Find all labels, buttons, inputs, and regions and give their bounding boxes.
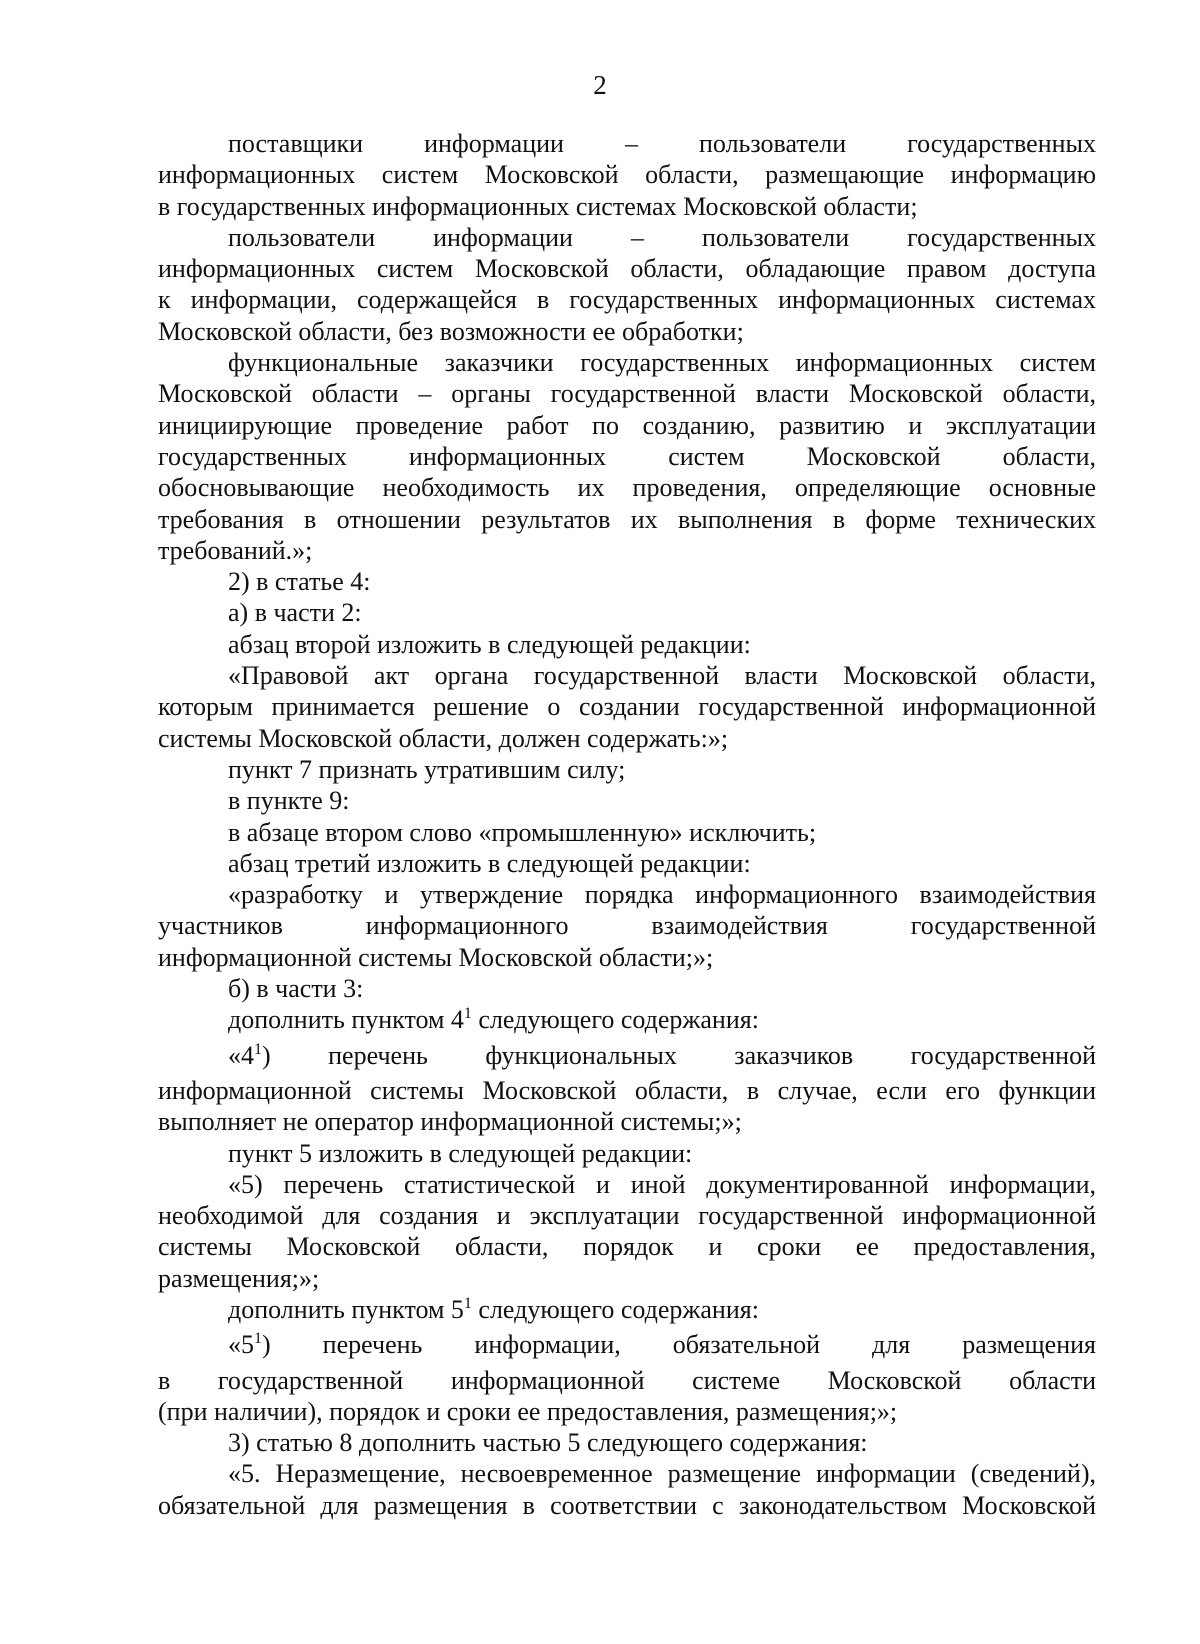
superscript: 1 — [463, 1005, 472, 1023]
text-line — [158, 1040, 1096, 1075]
text-line: 3) статью 8 дополнить частью 5 следующего содержания: — [228, 1428, 868, 1458]
text-line: информационной системы Московской области, в случае, если его функции — [158, 1075, 1096, 1105]
text-line: пункт 7 признать утратившим силу; — [228, 754, 626, 784]
text-segment: ) перечень информации, обязательной для размещения — [262, 1330, 1096, 1360]
text-line: абзац второй изложить в следующей редакции: — [228, 629, 751, 659]
paragraph-functional-customers — [158, 347, 1096, 566]
paragraph-item-5-text — [158, 1169, 1096, 1294]
paragraph-interaction-order — [158, 879, 1096, 973]
text-line: инициирующие проведение работ по созданию, развитию и эксплуатации — [158, 410, 1096, 440]
text-segment: «4 — [228, 1040, 254, 1070]
text-line: в государственной информационной системе Московской области — [158, 1365, 1096, 1395]
text-line: пользователи информации – пользователи государственных — [228, 222, 1096, 252]
page-number: 2 — [593, 70, 607, 100]
text-segment: «5 — [228, 1330, 254, 1360]
text-line: «Правовой акт органа государственной власти Московской области, — [228, 661, 1096, 691]
text-line: «разработку и утверждение порядка информационного взаимодействия — [228, 880, 1096, 910]
text-line: в пункте 9: — [228, 786, 350, 816]
text-line: требований.»; — [158, 535, 313, 565]
text-line: (при наличии), порядок и сроки ее предоставления, размещения;»; — [158, 1396, 898, 1426]
paragraph-add-item-5-1 — [158, 1294, 1096, 1329]
text-line: абзац третий изложить в следующей редакции: — [228, 848, 751, 878]
paragraph-part-3 — [158, 973, 1096, 1004]
text-line: обязательной для размещения в соответствии с законодательством Московской — [158, 1490, 1096, 1520]
text-line: информационной системы Московской области;»; — [158, 942, 714, 972]
paragraph-item-4-1-text — [158, 1040, 1096, 1138]
text-line: Московской области – органы государственной власти Московской области, — [158, 379, 1096, 409]
text-line: необходимой для создания и эксплуатации государственной информационной — [158, 1201, 1096, 1231]
text-line: системы Московской области, должен содержать:»; — [158, 723, 729, 753]
text-line: требования в отношении результатов их выполнения в форме технических — [158, 504, 1096, 534]
paragraph-article-4 — [158, 566, 1096, 597]
text-line: а) в части 2: — [228, 598, 362, 628]
paragraph-second-clause — [158, 629, 1096, 660]
text-segment: ) перечень функциональных заказчиков государственной — [262, 1040, 1096, 1070]
text-line: которым принимается решение о создании государственной информационной — [158, 692, 1096, 722]
paragraph-add-item-4-1 — [158, 1004, 1096, 1039]
text-line: государственных информационных систем Московской области, — [158, 441, 1096, 471]
text-line: участников информационного взаимодействия государственной — [158, 911, 1096, 941]
paragraph-item-9 — [158, 785, 1096, 816]
paragraph-item-5 — [158, 1138, 1096, 1169]
text-line — [158, 1004, 1096, 1039]
superscript: 1 — [254, 1040, 262, 1058]
text-line: Московской области, без возможности ее обработки; — [158, 316, 744, 346]
text-segment: дополнить пунктом 4 — [228, 1005, 464, 1035]
text-line: «5) перечень статистической и иной документированной информации, — [228, 1169, 1096, 1199]
paragraph-part-2 — [158, 597, 1096, 628]
text-line: пункт 5 изложить в следующей редакции: — [228, 1138, 693, 1168]
document-body — [158, 128, 1096, 1521]
text-segment: следующего содержания: — [471, 1005, 759, 1035]
text-line: в государственных информационных системах Московской области; — [158, 191, 918, 221]
paragraph-part-5-text — [158, 1458, 1096, 1521]
text-segment: следующего содержания: — [471, 1294, 759, 1324]
text-line: б) в части 3: — [228, 974, 364, 1004]
text-line — [158, 1294, 1096, 1329]
text-line: обосновывающие необходимость их проведения, определяющие основные — [158, 473, 1096, 503]
text-line: информационных систем Московской области, обладающие правом доступа — [158, 254, 1096, 284]
paragraph-second-clause-word — [158, 817, 1096, 848]
text-line — [158, 1329, 1096, 1364]
superscript: 1 — [254, 1330, 262, 1348]
text-line: системы Московской области, порядок и сроки ее предоставления, — [158, 1232, 1096, 1262]
text-line: размещения;»; — [158, 1263, 320, 1293]
text-line: к информации, содержащейся в государственных информационных системах — [158, 285, 1096, 315]
paragraph-legal-act — [158, 660, 1096, 754]
text-line: 2) в статье 4: — [228, 567, 371, 597]
text-line: выполняет не оператор информационной системы;»; — [158, 1107, 742, 1137]
text-segment: дополнить пунктом 5 — [228, 1294, 464, 1324]
text-line: в абзаце втором слово «промышленную» исключить; — [228, 817, 817, 847]
paragraph-information-users — [158, 222, 1096, 347]
superscript: 1 — [463, 1294, 472, 1312]
paragraph-article-8 — [158, 1427, 1096, 1458]
text-line: «5. Неразмещение, несвоевременное размещение информации (сведений), — [228, 1459, 1096, 1489]
text-line: информационных систем Московской области, размещающие информацию — [158, 160, 1096, 190]
paragraph-information-suppliers — [158, 128, 1096, 222]
text-line: функциональные заказчики государственных информационных систем — [228, 348, 1096, 378]
paragraph-item-5-1-text — [158, 1329, 1096, 1427]
paragraph-third-clause — [158, 848, 1096, 879]
paragraph-item-7 — [158, 754, 1096, 785]
text-line: поставщики информации – пользователи государственных — [228, 129, 1096, 158]
